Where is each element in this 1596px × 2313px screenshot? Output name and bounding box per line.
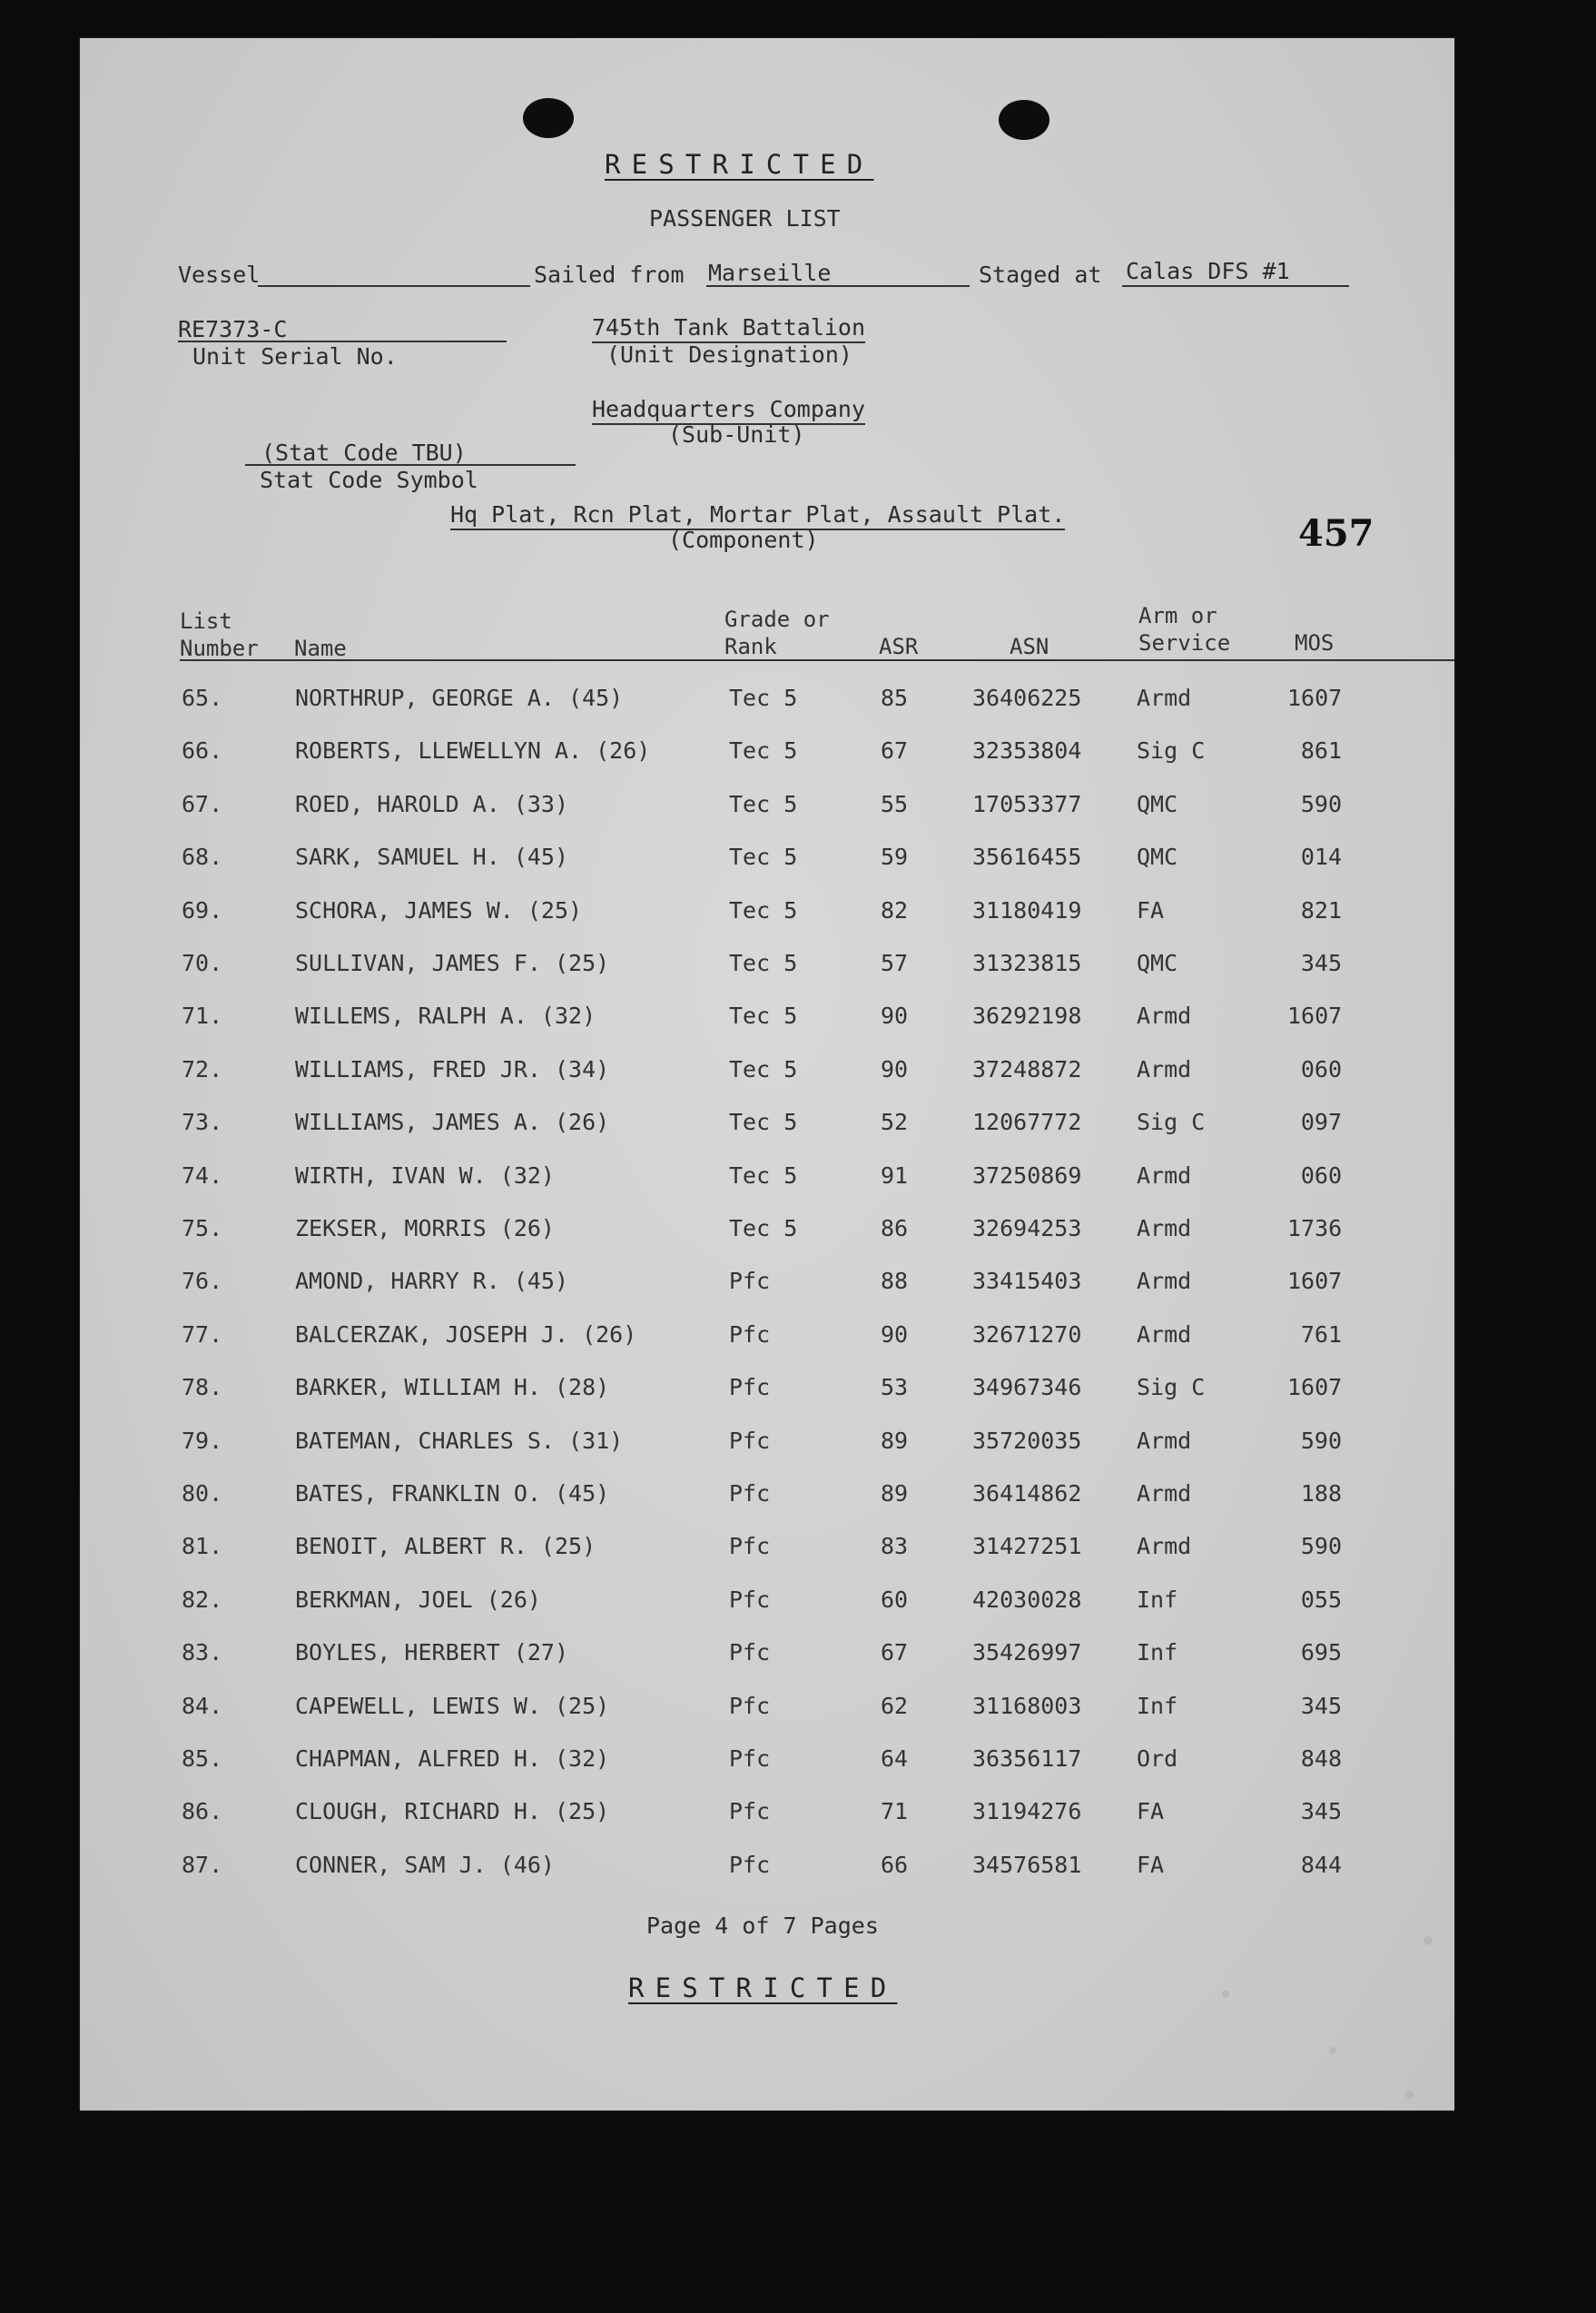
row-arm-service: Armd bbox=[1137, 1215, 1192, 1241]
row-asn: 37250869 bbox=[972, 1161, 1082, 1189]
table-row bbox=[80, 1321, 1454, 1358]
row-mos: 590 bbox=[1300, 790, 1342, 817]
row-asn: 32353804 bbox=[972, 737, 1082, 765]
row-asn: 12067772 bbox=[972, 1109, 1082, 1136]
row-asn: 42030028 bbox=[972, 1586, 1082, 1613]
table-row bbox=[80, 1109, 1454, 1145]
stat-code-value: (Stat Code TBU) bbox=[261, 440, 467, 466]
col-grade-2: Rank bbox=[724, 634, 777, 659]
row-grade: Tec 5 bbox=[729, 1003, 798, 1030]
row-grade: Pfc bbox=[729, 1480, 771, 1507]
row-number: 72. bbox=[182, 1055, 223, 1082]
row-grade: Tec 5 bbox=[729, 950, 798, 976]
row-mos: 188 bbox=[1300, 1480, 1342, 1507]
row-number: 73. bbox=[182, 1109, 223, 1136]
row-grade: Pfc bbox=[729, 1586, 771, 1613]
row-grade: Pfc bbox=[729, 1320, 771, 1348]
stat-code-line bbox=[245, 464, 576, 466]
col-asn: ASN bbox=[1010, 634, 1049, 659]
vessel-line bbox=[258, 285, 530, 287]
paper-speck bbox=[1329, 2047, 1336, 2054]
table-row bbox=[80, 1268, 1454, 1304]
row-asn: 34967346 bbox=[972, 1374, 1082, 1401]
row-arm-service: FA bbox=[1137, 1851, 1165, 1878]
sub-unit-label: (Sub-Unit) bbox=[668, 421, 805, 448]
punch-hole-left bbox=[523, 98, 574, 138]
row-asr: 88 bbox=[881, 1268, 909, 1295]
row-number: 66. bbox=[182, 737, 223, 765]
row-number: 87. bbox=[182, 1851, 223, 1878]
table-row bbox=[80, 685, 1454, 721]
row-number: 75. bbox=[182, 1215, 223, 1241]
row-arm-service: Inf bbox=[1137, 1586, 1178, 1613]
table-row bbox=[80, 1428, 1454, 1464]
table-row bbox=[80, 844, 1454, 880]
row-name: CAPEWELL, LEWIS W. (25) bbox=[295, 1692, 610, 1719]
row-name: CHAPMAN, ALFRED H. (32) bbox=[295, 1745, 610, 1772]
row-number: 81. bbox=[182, 1533, 223, 1560]
row-arm-service: Armd bbox=[1137, 1533, 1192, 1560]
row-name: BENOIT, ALBERT R. (25) bbox=[295, 1533, 596, 1560]
sailed-label: Sailed from bbox=[534, 262, 685, 288]
row-grade: Pfc bbox=[729, 1692, 771, 1719]
row-name: ROED, HAROLD A. (33) bbox=[295, 790, 569, 817]
row-name: BARKER, WILLIAM H. (28) bbox=[295, 1374, 610, 1401]
row-asn: 35616455 bbox=[972, 844, 1082, 871]
row-number: 82. bbox=[182, 1586, 223, 1613]
row-number: 83. bbox=[182, 1639, 223, 1666]
row-arm-service: Armd bbox=[1137, 1055, 1192, 1082]
row-arm-service: Armd bbox=[1137, 1480, 1192, 1507]
row-name: BATEMAN, CHARLES S. (31) bbox=[295, 1427, 624, 1454]
row-asn: 35720035 bbox=[972, 1427, 1082, 1454]
row-asn: 31168003 bbox=[972, 1692, 1082, 1719]
row-mos: 097 bbox=[1300, 1109, 1342, 1136]
unit-serial-label: Unit Serial No. bbox=[192, 343, 398, 370]
unit-serial-value: RE7373-C bbox=[178, 316, 288, 342]
row-asr: 59 bbox=[881, 844, 909, 871]
row-asr: 90 bbox=[881, 1320, 909, 1348]
row-name: BALCERZAK, JOSEPH J. (26) bbox=[295, 1320, 637, 1348]
row-asn: 31427251 bbox=[972, 1533, 1082, 1560]
paper-speck bbox=[1405, 2091, 1414, 2099]
staged-label: Staged at bbox=[979, 262, 1102, 288]
row-mos: 345 bbox=[1300, 950, 1342, 976]
table-row bbox=[80, 1745, 1454, 1782]
row-mos: 844 bbox=[1300, 1851, 1342, 1878]
row-asn: 31194276 bbox=[972, 1798, 1082, 1825]
table-row bbox=[80, 1215, 1454, 1251]
row-asr: 62 bbox=[881, 1692, 909, 1719]
row-mos: 590 bbox=[1300, 1533, 1342, 1560]
row-mos: 345 bbox=[1300, 1692, 1342, 1719]
col-list-number-1: List bbox=[180, 608, 232, 634]
row-asr: 89 bbox=[881, 1480, 909, 1507]
row-number: 67. bbox=[182, 790, 223, 817]
row-mos: 1607 bbox=[1287, 1374, 1343, 1401]
row-arm-service: Inf bbox=[1137, 1692, 1178, 1719]
row-asn: 37248872 bbox=[972, 1055, 1082, 1082]
row-asr: 55 bbox=[881, 790, 909, 817]
row-name: CLOUGH, RICHARD H. (25) bbox=[295, 1798, 610, 1825]
row-name: BATES, FRANKLIN O. (45) bbox=[295, 1480, 610, 1507]
row-number: 84. bbox=[182, 1692, 223, 1719]
table-row bbox=[80, 897, 1454, 934]
row-grade: Pfc bbox=[729, 1268, 771, 1295]
row-arm-service: Armd bbox=[1137, 1161, 1192, 1189]
component-label: (Component) bbox=[668, 527, 819, 553]
row-asn: 32694253 bbox=[972, 1215, 1082, 1241]
row-asr: 53 bbox=[881, 1374, 909, 1401]
row-asr: 90 bbox=[881, 1003, 909, 1030]
row-mos: 1607 bbox=[1287, 1003, 1343, 1030]
row-arm-service: QMC bbox=[1137, 844, 1178, 871]
col-arm-2: Service bbox=[1138, 630, 1231, 656]
row-name: SCHORA, JAMES W. (25) bbox=[295, 896, 583, 924]
table-row bbox=[80, 1639, 1454, 1675]
row-arm-service: Sig C bbox=[1137, 737, 1206, 765]
row-mos: 590 bbox=[1300, 1427, 1342, 1454]
component-value: Hq Plat, Rcn Plat, Mortar Plat, Assault Plat. bbox=[450, 501, 1065, 530]
row-name: WILLEMS, RALPH A. (32) bbox=[295, 1003, 596, 1030]
row-grade: Pfc bbox=[729, 1639, 771, 1666]
table-row bbox=[80, 1480, 1454, 1517]
row-grade: Tec 5 bbox=[729, 685, 798, 711]
staged-value: Calas DFS #1 bbox=[1126, 258, 1290, 284]
row-grade: Tec 5 bbox=[729, 737, 798, 765]
paper-speck bbox=[1424, 1936, 1433, 1945]
paper-speck bbox=[1222, 1991, 1229, 1998]
staged-line bbox=[1122, 285, 1349, 287]
row-asr: 66 bbox=[881, 1851, 909, 1878]
row-arm-service: QMC bbox=[1137, 790, 1178, 817]
row-number: 78. bbox=[182, 1374, 223, 1401]
col-list-number-2: Number bbox=[180, 636, 259, 661]
page-stamp-number: 457 bbox=[1298, 512, 1374, 555]
row-asn: 31323815 bbox=[972, 950, 1082, 976]
row-arm-service: Armd bbox=[1137, 685, 1192, 711]
table-row bbox=[80, 791, 1454, 827]
row-mos: 055 bbox=[1300, 1586, 1342, 1613]
row-number: 79. bbox=[182, 1427, 223, 1454]
row-name: AMOND, HARRY R. (45) bbox=[295, 1268, 569, 1295]
row-name: ROBERTS, LLEWELLYN A. (26) bbox=[295, 737, 651, 765]
row-arm-service: FA bbox=[1137, 1798, 1165, 1825]
table-row bbox=[80, 1533, 1454, 1569]
row-arm-service: Armd bbox=[1137, 1268, 1192, 1295]
col-asr: ASR bbox=[879, 634, 919, 659]
sub-unit-value: Headquarters Company bbox=[592, 396, 865, 425]
col-name: Name bbox=[294, 636, 347, 661]
row-mos: 1607 bbox=[1287, 1268, 1343, 1295]
table-row bbox=[80, 1693, 1454, 1729]
sailed-value: Marseille bbox=[708, 260, 832, 286]
row-name: SARK, SAMUEL H. (45) bbox=[295, 844, 569, 871]
row-number: 69. bbox=[182, 896, 223, 924]
row-arm-service: FA bbox=[1137, 896, 1165, 924]
classification-bottom: RESTRICTED bbox=[628, 1972, 898, 2003]
col-arm-1: Arm or bbox=[1138, 603, 1217, 628]
document-title: PASSENGER LIST bbox=[649, 205, 841, 232]
row-grade: Tec 5 bbox=[729, 1055, 798, 1082]
row-name: WIRTH, IVAN W. (32) bbox=[295, 1161, 555, 1189]
classification-top: RESTRICTED bbox=[605, 149, 874, 180]
row-mos: 761 bbox=[1300, 1320, 1342, 1348]
row-arm-service: Armd bbox=[1137, 1003, 1192, 1030]
row-mos: 060 bbox=[1300, 1055, 1342, 1082]
row-name: NORTHRUP, GEORGE A. (45) bbox=[295, 685, 624, 711]
header-rule bbox=[180, 659, 1454, 661]
row-grade: Pfc bbox=[729, 1533, 771, 1560]
row-number: 80. bbox=[182, 1480, 223, 1507]
row-asn: 35426997 bbox=[972, 1639, 1082, 1666]
row-name: CONNER, SAM J. (46) bbox=[295, 1851, 555, 1878]
table-row bbox=[80, 1056, 1454, 1092]
row-asn: 33415403 bbox=[972, 1268, 1082, 1295]
row-number: 70. bbox=[182, 950, 223, 976]
row-mos: 695 bbox=[1300, 1639, 1342, 1666]
row-asn: 17053377 bbox=[972, 790, 1082, 817]
unit-designation-value: 745th Tank Battalion bbox=[592, 314, 865, 343]
unit-designation-label: (Unit Designation) bbox=[606, 341, 852, 368]
table-row bbox=[80, 737, 1454, 774]
row-grade: Tec 5 bbox=[729, 844, 798, 871]
row-number: 65. bbox=[182, 685, 223, 711]
row-name: WILLIAMS, FRED JR. (34) bbox=[295, 1055, 610, 1082]
row-asr: 86 bbox=[881, 1215, 909, 1241]
row-asn: 36292198 bbox=[972, 1003, 1082, 1030]
row-mos: 014 bbox=[1300, 844, 1342, 871]
row-asn: 32671270 bbox=[972, 1320, 1082, 1348]
row-arm-service: Armd bbox=[1137, 1427, 1192, 1454]
table-row bbox=[80, 1586, 1454, 1623]
row-asn: 34576581 bbox=[972, 1851, 1082, 1878]
table-row bbox=[80, 1374, 1454, 1410]
row-mos: 1607 bbox=[1287, 685, 1343, 711]
row-arm-service: Sig C bbox=[1137, 1109, 1206, 1136]
row-grade: Pfc bbox=[729, 1745, 771, 1772]
row-grade: Pfc bbox=[729, 1798, 771, 1825]
row-mos: 848 bbox=[1300, 1745, 1342, 1772]
row-mos: 060 bbox=[1300, 1161, 1342, 1189]
table-row bbox=[80, 1162, 1454, 1199]
row-asr: 67 bbox=[881, 737, 909, 765]
row-name: SULLIVAN, JAMES F. (25) bbox=[295, 950, 610, 976]
row-asr: 89 bbox=[881, 1427, 909, 1454]
row-number: 68. bbox=[182, 844, 223, 871]
row-grade: Tec 5 bbox=[729, 1215, 798, 1241]
row-name: ZEKSER, MORRIS (26) bbox=[295, 1215, 555, 1241]
row-name: WILLIAMS, JAMES A. (26) bbox=[295, 1109, 610, 1136]
row-arm-service: Ord bbox=[1137, 1745, 1178, 1772]
row-asn: 36414862 bbox=[972, 1480, 1082, 1507]
row-asr: 67 bbox=[881, 1639, 909, 1666]
row-number: 85. bbox=[182, 1745, 223, 1772]
row-grade: Pfc bbox=[729, 1374, 771, 1401]
row-asr: 85 bbox=[881, 685, 909, 711]
stat-code-label: Stat Code Symbol bbox=[260, 467, 478, 493]
table-row bbox=[80, 950, 1454, 986]
row-asr: 52 bbox=[881, 1109, 909, 1136]
row-number: 71. bbox=[182, 1003, 223, 1030]
row-mos: 821 bbox=[1300, 896, 1342, 924]
row-arm-service: Armd bbox=[1137, 1320, 1192, 1348]
row-asr: 82 bbox=[881, 896, 909, 924]
row-mos: 861 bbox=[1300, 737, 1342, 765]
row-grade: Pfc bbox=[729, 1851, 771, 1878]
row-asn: 36406225 bbox=[972, 685, 1082, 711]
row-number: 76. bbox=[182, 1268, 223, 1295]
row-asr: 83 bbox=[881, 1533, 909, 1560]
unit-serial-line bbox=[178, 341, 507, 342]
row-asn: 36356117 bbox=[972, 1745, 1082, 1772]
row-asr: 57 bbox=[881, 950, 909, 976]
row-grade: Tec 5 bbox=[729, 1161, 798, 1189]
row-grade: Pfc bbox=[729, 1427, 771, 1454]
page-count: Page 4 of 7 Pages bbox=[646, 1913, 879, 1939]
row-arm-service: QMC bbox=[1137, 950, 1178, 976]
row-asr: 64 bbox=[881, 1745, 909, 1772]
row-arm-service: Inf bbox=[1137, 1639, 1178, 1666]
row-number: 86. bbox=[182, 1798, 223, 1825]
document-page bbox=[80, 38, 1454, 2110]
row-name: BOYLES, HERBERT (27) bbox=[295, 1639, 569, 1666]
row-asr: 60 bbox=[881, 1586, 909, 1613]
row-grade: Tec 5 bbox=[729, 790, 798, 817]
row-mos: 345 bbox=[1300, 1798, 1342, 1825]
row-asr: 71 bbox=[881, 1798, 909, 1825]
row-mos: 1736 bbox=[1287, 1215, 1343, 1241]
row-grade: Tec 5 bbox=[729, 896, 798, 924]
row-name: BERKMAN, JOEL (26) bbox=[295, 1586, 541, 1613]
col-grade-1: Grade or bbox=[724, 607, 830, 632]
row-number: 77. bbox=[182, 1320, 223, 1348]
row-asn: 31180419 bbox=[972, 896, 1082, 924]
col-mos: MOS bbox=[1295, 630, 1335, 656]
row-arm-service: Sig C bbox=[1137, 1374, 1206, 1401]
row-grade: Tec 5 bbox=[729, 1109, 798, 1136]
vessel-label: Vessel bbox=[178, 262, 261, 288]
row-asr: 91 bbox=[881, 1161, 909, 1189]
punch-hole-right bbox=[999, 100, 1049, 140]
table-row bbox=[80, 1852, 1454, 1888]
row-number: 74. bbox=[182, 1161, 223, 1189]
row-asr: 90 bbox=[881, 1055, 909, 1082]
table-row bbox=[80, 1798, 1454, 1834]
table-row bbox=[80, 1003, 1454, 1039]
